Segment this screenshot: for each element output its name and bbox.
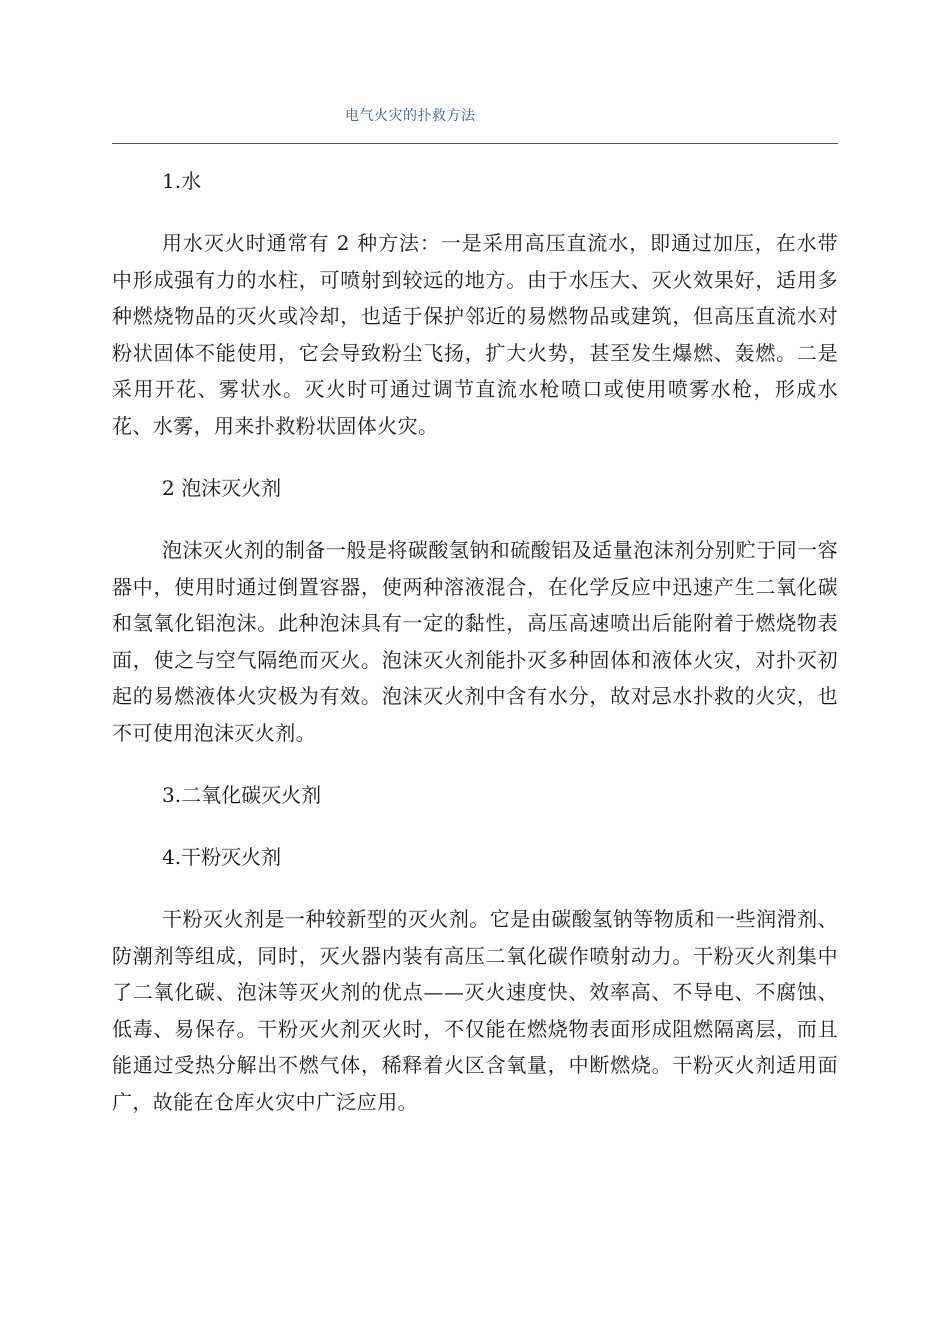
document-body xyxy=(112,163,838,1120)
spacer xyxy=(112,875,838,901)
page-header xyxy=(112,100,838,144)
spacer xyxy=(112,506,838,532)
spacer xyxy=(112,751,838,777)
section-heading-dry-powder: 4.干粉灭火剂 xyxy=(162,845,282,869)
spacer xyxy=(112,444,838,470)
section-heading-co2: 3.二氧化碳灭火剂 xyxy=(162,783,322,807)
section-paragraph-dry-powder: 干粉灭火剂是一种较新型的灭火剂。它是由碳酸氢钠等物质和一些润滑剂、防潮剂等组成，同时，灭火器内装有高压二氧化碳作喷射动力。干粉灭火剂集中了二氧化碳、泡沫等灭火剂的优点——灭火速度快、效率高、不导电、不腐蚀、低毒、易保存。干粉灭火剂灭火时，不仅能在燃烧物表面形成阻燃隔离层，而且能通过受热分解出不燃气体，稀释着火区含氧量，中断燃烧。干粉灭火剂适用面广，故能在仓库火灾中广泛应用。 xyxy=(112,907,838,1114)
header-title: 电气火灾的扑救方法 xyxy=(345,108,476,124)
section-paragraph-foam: 泡沫灭火剂的制备一般是将碳酸氢钠和硫酸铝及适量泡沫剂分别贮于同一容器中，使用时通过倒置容器，使两种溶液混合，在化学反应中迅速产生二氧化碳和氢氧化铝泡沫。此种泡沫具有一定的黏性，高压高速喷出后能附着于燃烧物表面，使之与空气隔绝而灭火。泡沫灭火剂能扑灭多种固体和液体火灾，对扑灭初起的易燃液体火灾极为有效。泡沫灭火剂中含有水分，故对忌水扑救的火灾，也不可使用泡沫灭火剂。 xyxy=(112,538,838,745)
section-heading-water: 1.水 xyxy=(162,169,202,193)
spacer xyxy=(112,813,838,839)
section-paragraph-water: 用水灭火时通常有 2 种方法：一是采用高压直流水，即通过加压，在水带中形成强有力的水柱，可喷射到较远的地方。由于水压大、灭火效果好，适用多种燃烧物品的灭火或冷却，也适于保护邻近的易燃物品或建筑，但高压直流水对粉状固体不能使用，它会导致粉尘飞扬，扩大火势，甚至发生爆燃、轰燃。二是采用开花、雾状水。灭火时可通过调节直流水枪喷口或使用喷雾水枪，形成水花、水雾，用来扑救粉状固体火灾。 xyxy=(112,231,838,438)
section-heading-foam: 2 泡沫灭火剂 xyxy=(162,476,282,500)
spacer xyxy=(112,199,838,225)
